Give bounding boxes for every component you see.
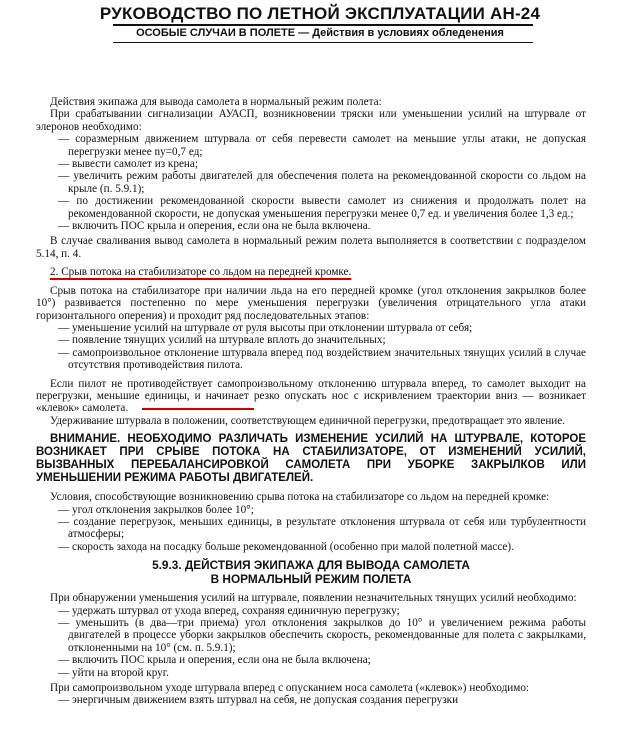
block1-item: — увеличить режим работы двигателей для обеспечения полета на рекомендованной скорости со льдом на крыле (п. 5.9.1); [58,170,586,195]
section593-item: — уменьшить (в два—три приема) угол отклонения закрылков до 10° и увеличением режима работы двигателей в процессе уборки закрылков обеспечить скорость, рекомендованные для полета с закрылками, отклоненными на 10° (см. п. 5.9.1); [58,617,586,654]
block1-note: В случае сваливания вывод самолета в нормальный режим полета выполняется в соответствии с подразделом 5.14, п. 4. [36,235,586,260]
section2-title: 2. Срыв потока на стабилизаторе со льдом на передней кромке. [50,266,352,279]
page-title: РУКОВОДСТВО ПО ЛЕТНОЙ ЭКСПЛУАТАЦИИ АН-24 [99,4,541,23]
red-annotation-line [142,408,254,410]
section593-item: — удержать штурвал от ухода вперед, сохраняя единичную перегрузку; [58,604,400,617]
block1-intro2: При срабатывании сигнализации АУАСП, возникновении тряски или уменьшении усилий на штурвале от элеронов необходимо: [36,108,586,133]
section-heading-line2: В НОРМАЛЬНЫЙ РЕЖИМ ПОЛЕТА [210,571,412,586]
section2-para3: Удерживание штурвала в положении, соответствующем единичной перегрузки, предотвращает это явление. [50,414,566,427]
header-rule [113,24,533,26]
section2-item: — уменьшение усилий на штурвале от руля высоты при отклонении штурвала от себя; [58,321,473,334]
section593-para: При обнаружении уменьшения усилий на штурвале, появлении незначительных тянущих усилий необходимо: [50,592,577,605]
condition-item: — создание перегрузок, меньших единицы, в результате отклонения штурвала от себя или турбулентности атмосферы; [58,515,586,541]
section2-para2: Если пилот не противодействует самопроизвольному отклонению штурвала вперед, то самолет выходит на перегрузки, меньшие единицы, и начинает резко опускать нос с искривлением траектории вниз — возникает «клевок» самолета. [36,377,586,415]
page-body [36,96,586,707]
section-heading [36,559,586,586]
conditions-para: Условия, способствующие возникновению срыва потока на стабилизаторе со льдом на передней кромке: [50,491,550,504]
section2-item: — самопроизвольное отклонение штурвала вперед под воздействием значительных тянущих усилий в случае отсутствия противодействия пилота. [58,346,586,372]
block1-item: — включить ПОС крыла и оперения, если она не была включена. [58,220,371,233]
block1-item: — соразмерным движением штурвала от себя перевести самолет на меньшие углы атаки, не допуская перегрузки менее nу=0,7 ед; [58,133,586,158]
warning-block [36,433,586,485]
section593-item2: — энергичным движением взять штурвал на себя, не допуская создания перегрузки [58,694,459,707]
section593-item: — уйти на второй круг. [58,666,169,679]
section-heading-line1: 5.9.3. ДЕЙСТВИЯ ЭКИПАЖА ДЛЯ ВЫВОДА САМОЛЕТА [152,558,470,573]
block1-intro1: Действия экипажа для вывода самолета в нормальный режим полета: [50,96,382,108]
block1-item: — вывести самолет из крена; [58,158,198,171]
condition-item: — скорость захода на посадку больше рекомендованной (особенно при малой полетной массе). [58,540,514,553]
block1-item: — по достижении рекомендованной скорости вывести самолет из снижения и продолжать полет на рекомендованной скорости, не допуская уменьшения перегрузки менее 0,7 ед. и увеличения более 1,3 ед.; [58,195,586,220]
section2-item: — появление тянущих усилий на штурвале вплоть до значительных; [58,334,386,347]
subtitle-rule [113,42,533,43]
warning-label: ВНИМАНИЕ. [50,433,121,446]
page-subtitle: ОСОБЫЕ СЛУЧАИ В ПОЛЕТЕ — Действия в условиях обледенения [136,27,504,39]
warning-text: НЕОБХОДИМО РАЗЛИЧАТЬ ИЗМЕНЕНИЕ УСИЛИЙ НА ШТУРВАЛЕ, КОТОРОЕ ВОЗНИКАЕТ ПРИ СРЫВЕ ПОТОКА НА СТАБИЛИЗАТОРЕ, ОТ ИЗМЕНЕНИЙ УСИЛИЙ, ВЫЗВАННЫХ ПЕРЕБАЛАНСИРОВКОЙ САМОЛЕТА ПРИ УБОРКЕ ЗАКРЫЛКОВ ИЛИ УМЕНЬШЕНИИ РЕЖИМА РАБОТЫ ДВИГАТЕЛЕЙ. [36,433,586,485]
section2-para: Срыв потока на стабилизаторе при наличии льда на его передней кромке (угол отклонения закрылков более 10°) развивается постепенно по мере уменьшения перегрузки (увеличения отрицательного угла атаки горизонтального оперения) и проходит ряд последовательных этапов: [36,284,586,322]
condition-item: — угол отклонения закрылков более 10°; [58,503,254,516]
section593-para2: При самопроизвольном уходе штурвала вперед с опусканием носа самолета («клевок») необходимо: [50,682,530,695]
section593-item: — включить ПОС крыла и оперения, если она не была включена; [58,654,371,667]
